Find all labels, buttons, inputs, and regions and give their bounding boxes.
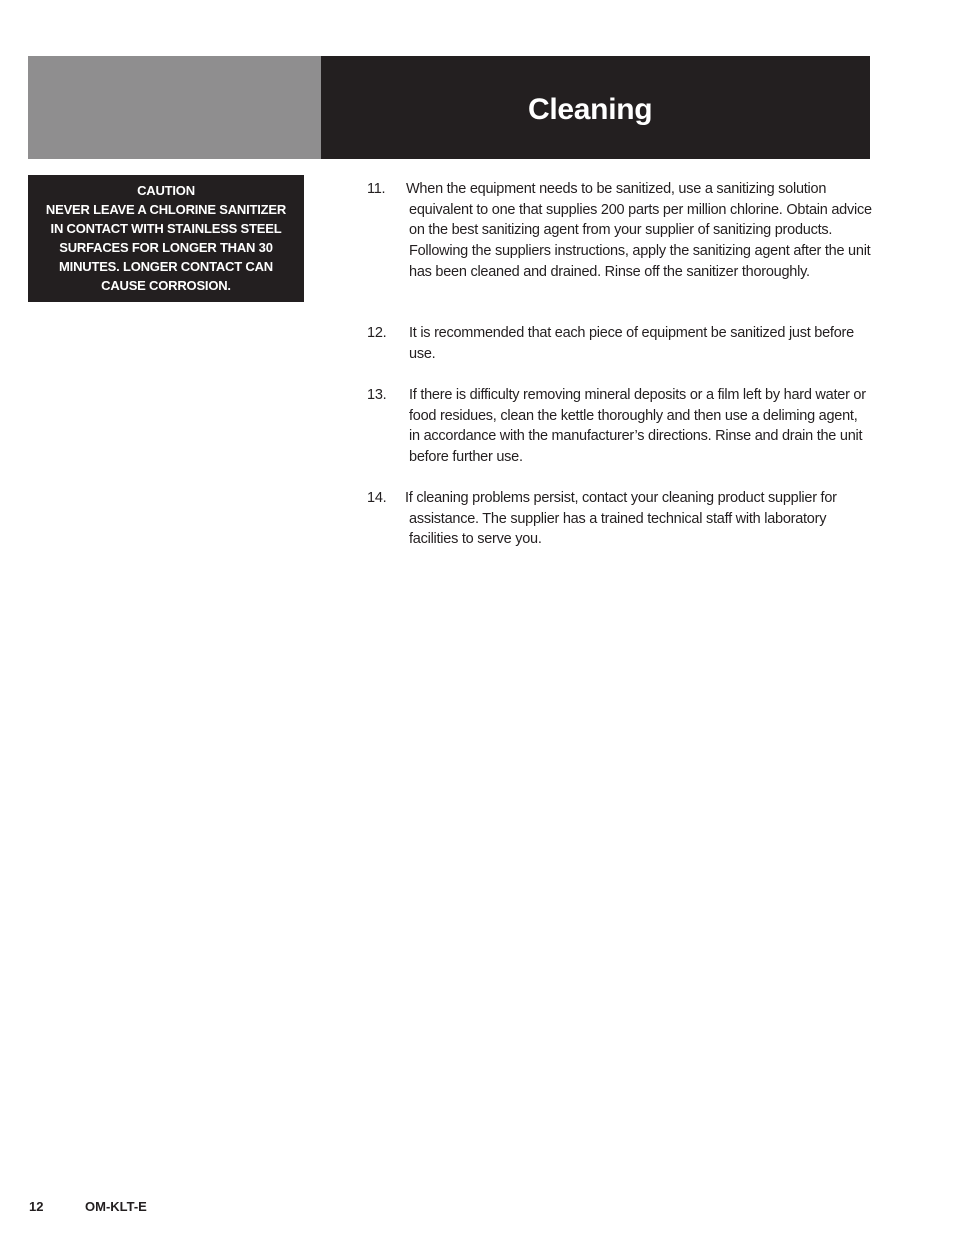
step-11 (367, 179, 872, 283)
step-number: 13. (367, 387, 387, 403)
step-text: It is recommended that each piece of equipment be sanitized just before use. (409, 325, 854, 362)
step-text: If there is difficulty removing mineral deposits or a film left by hard water or food residues, clean the kettle thoroughly and then use a deliming agent, in accordance with the manufacturer’s directions. Rinse and drain the unit before further use. (409, 387, 866, 466)
footer-doc-code: OM-KLT-E (85, 1199, 147, 1214)
caution-line: MINUTES. LONGER CONTACT CAN (59, 259, 273, 274)
step-text: If cleaning problems persist, contact your cleaning product supplier for assistance. The supplier has a trained technical staff with laboratory facilities to serve you. (405, 490, 837, 548)
step-12 (367, 323, 872, 364)
step-13 (367, 385, 872, 468)
step-14 (367, 488, 872, 550)
step-number: 12. (367, 325, 387, 341)
caution-line: CAUSE CORROSION. (101, 278, 231, 293)
caution-line: NEVER LEAVE A CHLORINE SANITIZER (45, 202, 287, 217)
footer-page-number: 12 (29, 1199, 44, 1214)
caution-heading: CAUTION (137, 183, 195, 198)
page-title: Cleaning (528, 93, 653, 126)
caution-box (28, 175, 304, 302)
header-gray-block (28, 56, 321, 159)
caution-line: SURFACES FOR LONGER THAN 30 (59, 240, 273, 255)
step-number: 11. (367, 181, 386, 197)
step-number: 14. (367, 490, 387, 506)
step-text: When the equipment needs to be sanitized, use a sanitizing solution equivalent to one that supplies 200 parts per million chlorine. Obtain advice on the best sanitizing agent from your supplier of sanitizing products. Following the suppliers instructions, apply the sanitizing agent after the unit has been cleaned and drained. Rinse off the sanitizer thoroughly. (406, 181, 872, 280)
caution-line: IN CONTACT WITH STAINLESS STEEL (50, 221, 282, 236)
